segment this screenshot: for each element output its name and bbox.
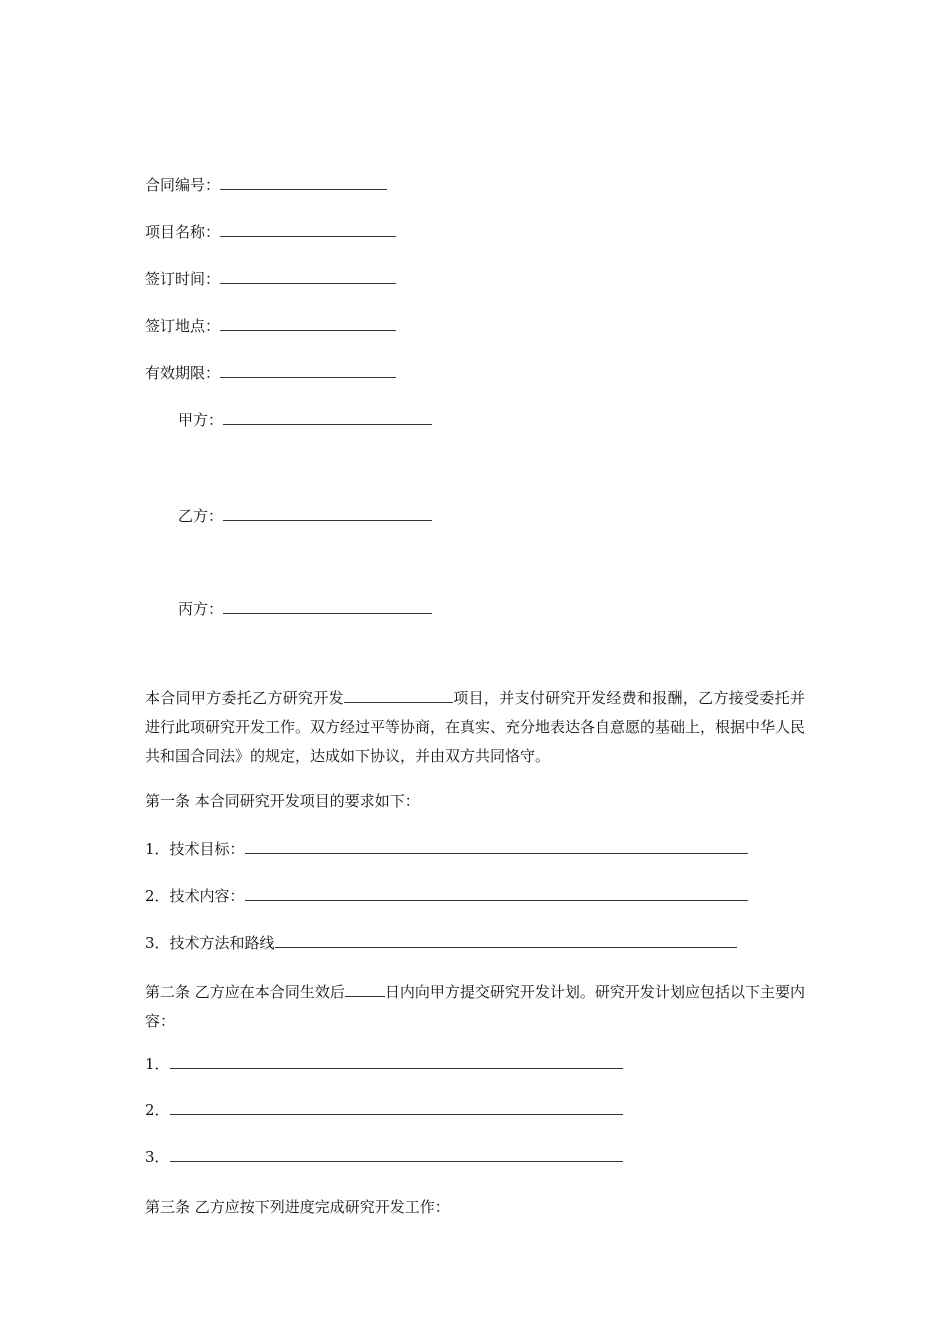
article-1-item-3 xyxy=(145,932,737,953)
party-label: 乙方： xyxy=(178,507,224,525)
field-sign-place xyxy=(145,315,396,336)
preamble-paragraph xyxy=(145,684,805,771)
tech-goal-blank[interactable] xyxy=(245,838,748,854)
field-label: 有效期限： xyxy=(145,364,221,382)
tech-method-blank[interactable] xyxy=(275,932,737,948)
plan-item-1-blank[interactable] xyxy=(170,1053,623,1069)
party-c-blank[interactable] xyxy=(223,598,432,614)
field-sign-date xyxy=(145,268,396,289)
article-2-paragraph xyxy=(145,978,805,1036)
item-label: 3．技术方法和路线 xyxy=(145,934,275,952)
tech-content-blank[interactable] xyxy=(245,885,748,901)
field-label: 项目名称： xyxy=(145,223,221,241)
article-1-title: 第一条 本合同研究开发项目的要求如下： xyxy=(145,792,420,810)
article-2-text-1: 第二条 乙方应在本合同生效后 xyxy=(145,983,345,1001)
field-contract-number xyxy=(145,174,387,195)
party-a-blank[interactable] xyxy=(223,409,432,425)
party-b xyxy=(178,505,432,526)
party-a xyxy=(178,409,432,430)
article-2-item-1 xyxy=(145,1053,623,1074)
article-1-item-2 xyxy=(145,885,748,906)
contract-number-blank[interactable] xyxy=(220,174,387,190)
item-label: 2． xyxy=(145,1101,170,1119)
party-b-blank[interactable] xyxy=(223,505,432,521)
field-project-name xyxy=(145,221,396,242)
article-2-item-3 xyxy=(145,1146,623,1167)
article-1-item-1 xyxy=(145,838,748,859)
field-label: 签订时间： xyxy=(145,270,221,288)
field-label: 合同编号： xyxy=(145,176,221,194)
party-label: 甲方： xyxy=(178,411,224,429)
item-label: 3． xyxy=(145,1148,170,1166)
plan-item-3-blank[interactable] xyxy=(170,1146,623,1162)
days-blank[interactable] xyxy=(345,981,385,997)
sign-date-blank[interactable] xyxy=(220,268,396,284)
article-2-text-2: 日内向甲方提交研究开发计划。研究开发计划应包括以下主要内容： xyxy=(145,983,805,1030)
field-label: 签订地点： xyxy=(145,317,221,335)
field-validity xyxy=(145,362,396,383)
item-label: 1．技术目标： xyxy=(145,840,245,858)
preamble-text-2: 项目，并支付研究开发经费和报酬，乙方接受委托并进行此项研究开发工作。双方经过平等协商，在真实、充分地表达各自意愿的基础上，根据中华人民共和国合同法》的规定，达成如下协议，并由双方共同恪守。 xyxy=(145,689,806,765)
item-label: 2．技术内容： xyxy=(145,887,245,905)
item-label: 1． xyxy=(145,1055,170,1073)
preamble-text-1: 本合同甲方委托乙方研究开发 xyxy=(145,689,344,707)
project-blank[interactable] xyxy=(344,687,453,703)
validity-blank[interactable] xyxy=(220,362,396,378)
party-c xyxy=(178,598,432,619)
project-name-blank[interactable] xyxy=(220,221,396,237)
article-2-item-2 xyxy=(145,1099,623,1120)
party-label: 丙方： xyxy=(178,600,224,618)
sign-place-blank[interactable] xyxy=(220,315,396,331)
plan-item-2-blank[interactable] xyxy=(170,1099,623,1115)
article-3-title: 第三条 乙方应按下列进度完成研究开发工作： xyxy=(145,1198,450,1216)
